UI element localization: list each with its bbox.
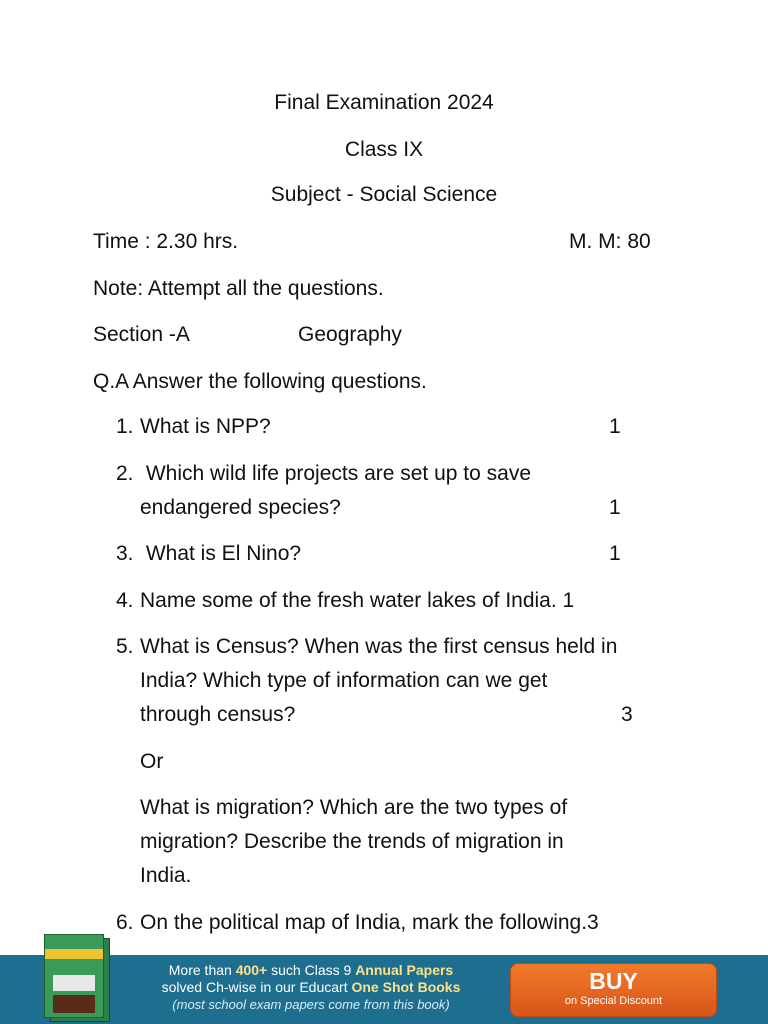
question-1-text: What is NPP? (140, 415, 271, 438)
question-4-text: Name some of the fresh water lakes of India. 1 (140, 589, 575, 612)
book-cover-image (44, 934, 116, 1022)
question-number: 2. (116, 462, 134, 485)
subject-line: Subject - Social Science (270, 183, 498, 206)
question-number: 1. (116, 415, 134, 438)
question-5-text-line2: India? Which type of information can we get (140, 669, 548, 692)
question-3-marks: 1 (609, 542, 621, 565)
question-5-marks: 3 (621, 703, 633, 726)
question-5-alt-text-line3: India. (140, 864, 192, 887)
question-6-text: On the political map of India, mark the following.3 (140, 911, 599, 934)
max-marks: M. M: 80 (569, 230, 651, 253)
exam-title: Final Examination 2024 (274, 91, 494, 114)
question-number: 4. (116, 589, 134, 612)
question-2-text: Which wild life projects are set up to save (140, 462, 532, 485)
time-allowed: Time : 2.30 hrs. (93, 230, 239, 253)
instruction: Q.A Answer the following questions. (93, 370, 427, 393)
question-5-text: What is Census? When was the first census held in (140, 635, 618, 658)
buy-label: BUY (589, 968, 638, 994)
promo-text: More than 400+ such Class 9 Annual Papers solved Ch-wise in our Educart One Shot Books (most school exam papers come from this book) (161, 962, 461, 1012)
section-subject: Geography (298, 323, 402, 346)
question-5-alt-text: What is migration? Which are the two types of (140, 796, 568, 819)
question-5-alt-text-line2: migration? Describe the trends of migration in (140, 830, 564, 853)
question-2-marks: 1 (609, 496, 621, 519)
question-2-text-line2: endangered species? (140, 496, 341, 519)
question-3-text: What is El Nino? (140, 542, 302, 565)
or-separator: Or (140, 750, 164, 773)
section-label: Section -A (93, 323, 190, 346)
question-number: 3. (116, 542, 134, 565)
buy-button[interactable] (510, 963, 717, 1017)
buy-subtext: on Special Discount (564, 995, 663, 1007)
question-number: 6. (116, 911, 134, 934)
question-number: 5. (116, 635, 134, 658)
question-5-text-line3: through census? (140, 703, 296, 726)
note: Note: Attempt all the questions. (93, 277, 384, 300)
class-line: Class IX (344, 138, 424, 161)
question-1-marks: 1 (609, 415, 621, 438)
